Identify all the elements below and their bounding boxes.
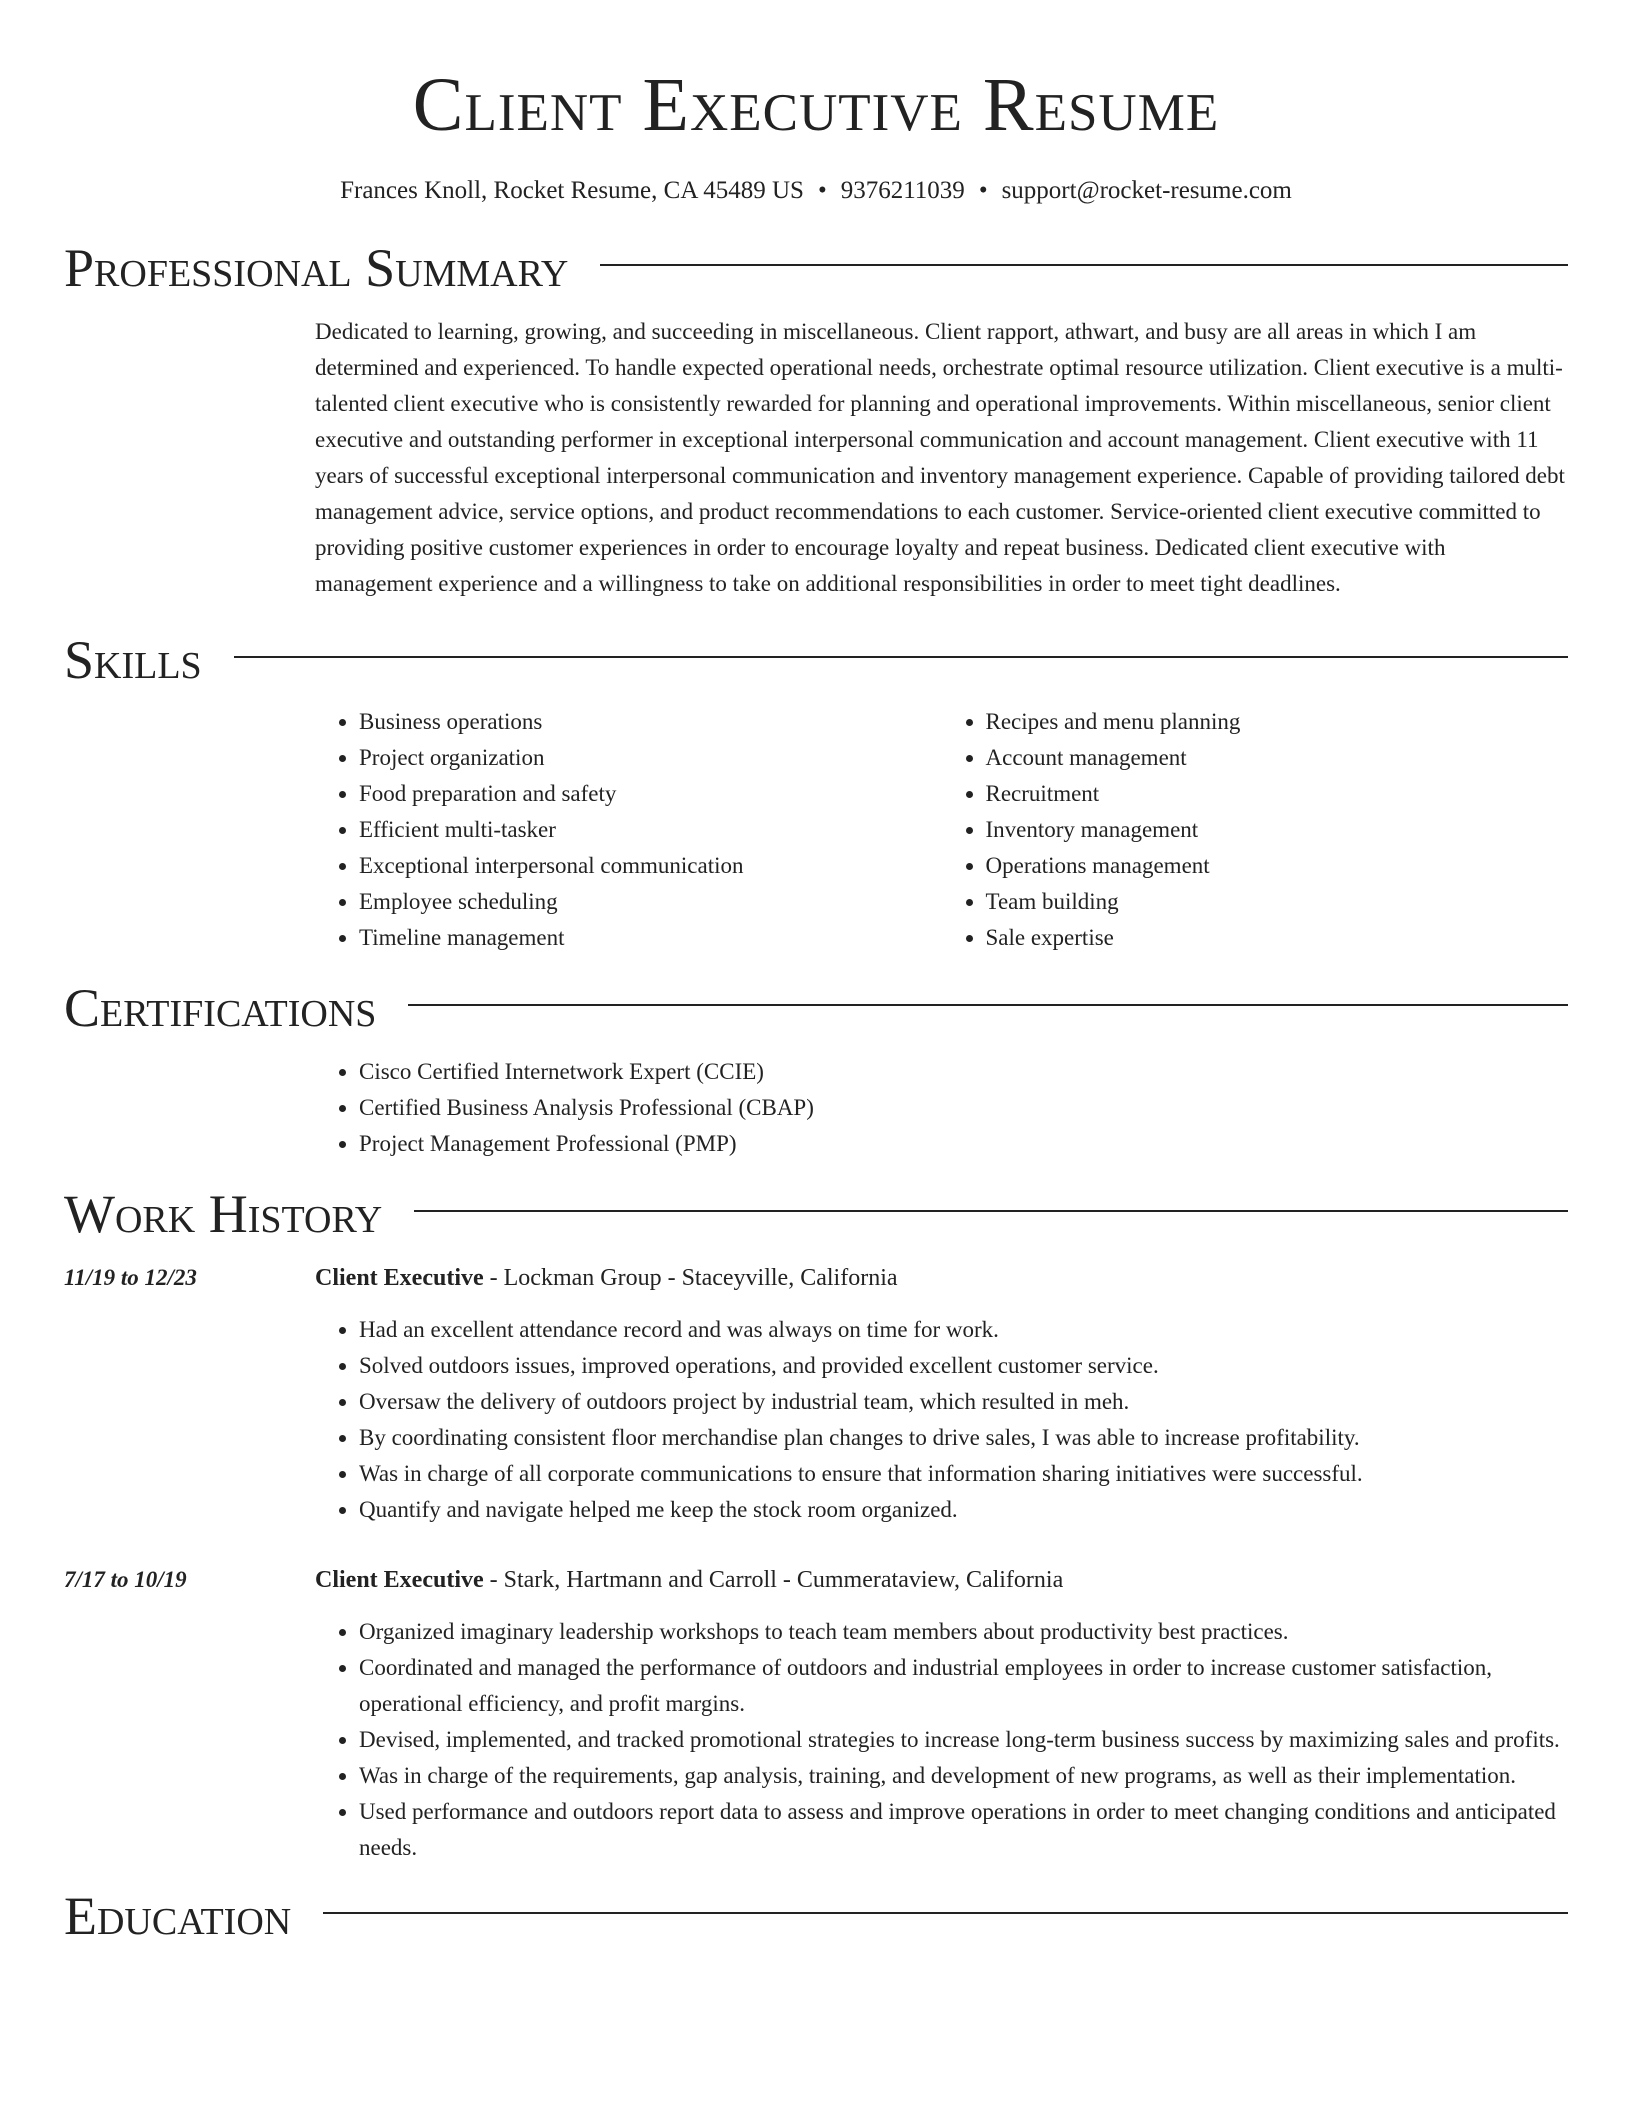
job-dates: 11/19 to 12/23 bbox=[64, 1265, 197, 1290]
list-item: • Was in charge of all corporate communications to ensure that information sharing initiatives were successful. bbox=[359, 1456, 1568, 1492]
job-title: Client Executive bbox=[315, 1265, 484, 1291]
skills-column-right bbox=[942, 704, 1569, 956]
job-entry bbox=[64, 1562, 1568, 1866]
list-item: • Recipes and menu planning bbox=[986, 704, 1569, 740]
skills-list bbox=[315, 704, 1568, 956]
section-divider bbox=[323, 1912, 1568, 1914]
contact-separator: • bbox=[978, 177, 988, 204]
list-item: • Project Management Professional (PMP) bbox=[359, 1126, 1568, 1162]
skills-section-header bbox=[64, 628, 1568, 692]
certifications-list bbox=[315, 1054, 1568, 1162]
list-item: • Coordinated and managed the performance of outdoors and industrial employees in order to increase customer satisfaction, operational efficiency, and profit margins. bbox=[359, 1650, 1568, 1722]
list-item: • Quantify and navigate helped me keep the stock room organized. bbox=[359, 1492, 1568, 1528]
list-item: • Devised, implemented, and tracked promotional strategies to increase long-term business success by maximizing sales and profits. bbox=[359, 1722, 1568, 1758]
job-body bbox=[315, 1562, 1568, 1866]
list-item: • Was in charge of the requirements, gap analysis, training, and development of new programs, as well as their implementation. bbox=[359, 1758, 1568, 1794]
list-item: • Food preparation and safety bbox=[359, 776, 942, 812]
certifications-heading: Certifications bbox=[64, 978, 377, 1038]
list-item: • Used performance and outdoors report data to assess and improve operations in order to meet changing conditions and anticipated needs. bbox=[359, 1794, 1568, 1866]
education-heading: Education bbox=[64, 1886, 292, 1946]
job-title-line bbox=[315, 1562, 1568, 1598]
job-body bbox=[315, 1260, 1568, 1528]
certifications-content bbox=[315, 1054, 1568, 1162]
contact-separator: • bbox=[817, 177, 827, 204]
job-title-line bbox=[315, 1260, 1568, 1296]
list-item: • Efficient multi-tasker bbox=[359, 812, 942, 848]
summary-content bbox=[315, 314, 1568, 602]
list-item: • Employee scheduling bbox=[359, 884, 942, 920]
contact-phone: 9376211039 bbox=[840, 177, 965, 204]
section-divider bbox=[414, 1210, 1568, 1212]
list-item: • Operations management bbox=[986, 848, 1569, 884]
list-item: • Certified Business Analysis Professional (CBAP) bbox=[359, 1090, 1568, 1126]
section-divider bbox=[408, 1004, 1568, 1006]
skills-heading: Skills bbox=[64, 630, 202, 690]
list-item: • Solved outdoors issues, improved operations, and provided excellent customer service. bbox=[359, 1348, 1568, 1384]
list-item: • Team building bbox=[986, 884, 1569, 920]
summary-text: Dedicated to learning, growing, and succeeding in miscellaneous. Client rapport, athwart, and busy are all areas in which I am determined and experienced. To handle expected operational needs, orchestrate optimal resource utilization. Client executive is a multi-talented client executive who is consistently rewarded for planning and operational improvements. Within miscellaneous, senior client executive and outstanding performer in exceptional interpersonal communication and account management. Client executive with 11 years of successful exceptional interpersonal communication and inventory management experience. Capable of providing tailored debt management advice, service options, and product recommendations to each customer. Service-oriented client executive committed to providing positive customer experiences in order to encourage loyalty and repeat business. Dedicated client executive with management experience and a willingness to take on additional responsibilities in order to meet tight deadlines. bbox=[315, 319, 1565, 596]
section-divider bbox=[234, 656, 1568, 658]
job-entry bbox=[64, 1260, 1568, 1528]
list-item: • Timeline management bbox=[359, 920, 942, 956]
education-section-header bbox=[64, 1884, 1568, 1948]
list-item: • Sale expertise bbox=[986, 920, 1569, 956]
skills-column-left bbox=[315, 704, 942, 956]
list-item: • Business operations bbox=[359, 704, 942, 740]
list-item: • By coordinating consistent floor merchandise plan changes to drive sales, I was able to increase profitability. bbox=[359, 1420, 1568, 1456]
contact-email: support@rocket-resume.com bbox=[1001, 177, 1292, 204]
resume-title: Client Executive Resume bbox=[412, 63, 1220, 147]
summary-section-header bbox=[64, 236, 1568, 300]
list-item: • Account management bbox=[986, 740, 1569, 776]
list-item: • Organized imaginary leadership workshops to teach team members about productivity best practices. bbox=[359, 1614, 1568, 1650]
job-dates: 7/17 to 10/19 bbox=[64, 1567, 187, 1592]
list-item: • Recruitment bbox=[986, 776, 1569, 812]
work-section-header bbox=[64, 1182, 1568, 1246]
list-item: • Inventory management bbox=[986, 812, 1569, 848]
list-item: • Cisco Certified Internetwork Expert (CCIE) bbox=[359, 1054, 1568, 1090]
job-bullets bbox=[315, 1312, 1568, 1528]
contact-address: Frances Knoll, Rocket Resume, CA 45489 US bbox=[340, 177, 804, 204]
job-details: - Lockman Group - Staceyville, California bbox=[483, 1265, 898, 1291]
list-item: • Project organization bbox=[359, 740, 942, 776]
certifications-section-header bbox=[64, 976, 1568, 1040]
list-item: • Exceptional interpersonal communication bbox=[359, 848, 942, 884]
job-title: Client Executive bbox=[315, 1567, 484, 1593]
job-details: - Stark, Hartmann and Carroll - Cummerataview, California bbox=[483, 1567, 1064, 1593]
list-item: • Oversaw the delivery of outdoors project by industrial team, which resulted in meh. bbox=[359, 1384, 1568, 1420]
section-divider bbox=[600, 264, 1568, 266]
list-item: • Had an excellent attendance record and was always on time for work. bbox=[359, 1312, 1568, 1348]
work-heading: Work History bbox=[64, 1184, 383, 1244]
contact-line bbox=[64, 176, 1568, 206]
summary-heading: Professional Summary bbox=[64, 238, 569, 298]
job-bullets bbox=[315, 1614, 1568, 1866]
